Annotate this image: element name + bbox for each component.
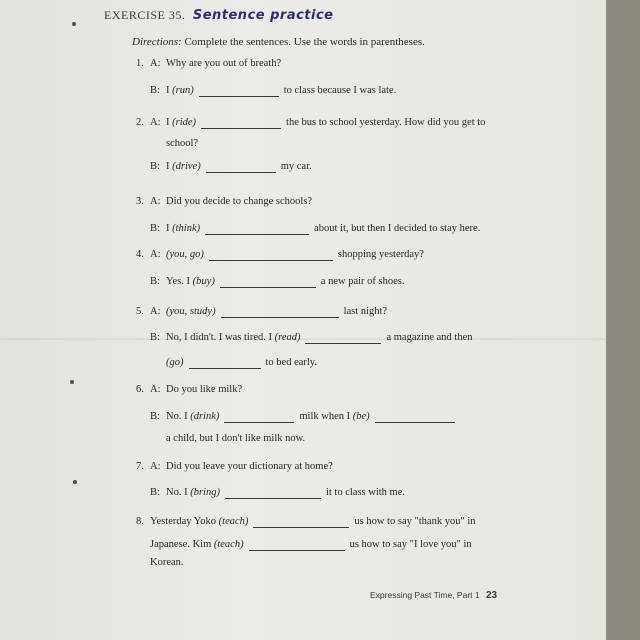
sentence-text: Korean. bbox=[150, 557, 184, 568]
item-3-a bbox=[136, 195, 312, 208]
speaker-label: B: bbox=[150, 276, 160, 287]
sentence-continuation: a child, but I don't like milk now. bbox=[166, 433, 306, 444]
prompt-text: Did you decide to change schools? bbox=[166, 196, 313, 207]
item-number: 7. bbox=[136, 461, 144, 472]
page-footer bbox=[370, 590, 497, 601]
item-1-b bbox=[150, 84, 396, 97]
answer-blank-7[interactable] bbox=[225, 488, 321, 499]
punch-mark bbox=[70, 380, 74, 384]
item-6-b-cont bbox=[166, 432, 305, 445]
item-2-a bbox=[136, 116, 485, 129]
item-number: 1. bbox=[136, 58, 144, 69]
item-5-b-cont bbox=[166, 356, 317, 369]
item-number: 6. bbox=[136, 384, 144, 395]
item-number: 3. bbox=[136, 196, 144, 207]
item-2-a-cont bbox=[166, 137, 198, 150]
sentence-end: us how to say "thank you" in bbox=[354, 516, 476, 527]
chapter-title: Expressing Past Time, Part 1 bbox=[370, 590, 480, 600]
speaker-label: A: bbox=[150, 461, 161, 472]
exercise-number: EXERCISE 35. bbox=[104, 8, 186, 22]
speaker-label: A: bbox=[150, 249, 161, 260]
answer-blank-5a[interactable] bbox=[221, 307, 339, 318]
sentence-end: us how to say "I love you" in bbox=[349, 539, 472, 550]
answer-blank-4b[interactable] bbox=[220, 277, 316, 288]
verb-hint: (read) bbox=[274, 332, 301, 343]
sentence-start: I bbox=[166, 223, 170, 234]
verb-hint: (run) bbox=[172, 85, 194, 96]
sentence-start: Yesterday Yoko bbox=[150, 516, 217, 527]
verb-hint: (teach) bbox=[218, 516, 249, 527]
item-8-line-3 bbox=[150, 556, 184, 569]
answer-blank-8a[interactable] bbox=[253, 517, 349, 528]
answer-blank-5c[interactable] bbox=[189, 358, 261, 369]
sentence-end: the bus to school yesterday. How did you get to bbox=[286, 117, 486, 128]
speaker-label: B: bbox=[150, 487, 160, 498]
item-number: 8. bbox=[136, 516, 144, 527]
item-4-a bbox=[136, 248, 424, 261]
speaker-label: B: bbox=[150, 332, 160, 343]
item-7-a bbox=[136, 460, 333, 473]
item-number: 5. bbox=[136, 306, 144, 317]
answer-blank-2b[interactable] bbox=[206, 162, 276, 173]
answer-blank-5b[interactable] bbox=[305, 333, 381, 344]
verb-hint: (ride) bbox=[172, 117, 197, 128]
sentence-start: No. I bbox=[166, 487, 188, 498]
sentence-end: my car. bbox=[280, 161, 312, 172]
speaker-label: B: bbox=[150, 85, 160, 96]
item-4-b bbox=[150, 275, 405, 288]
speaker-label: A: bbox=[150, 117, 161, 128]
exercise-header bbox=[104, 8, 334, 23]
directions-label: Directions: bbox=[132, 36, 182, 48]
item-8-line-1 bbox=[136, 515, 476, 528]
sentence-end: last night? bbox=[343, 306, 388, 317]
speaker-label: A: bbox=[150, 196, 161, 207]
speaker-label: A: bbox=[150, 306, 161, 317]
verb-hint: (bring) bbox=[190, 487, 220, 498]
item-number: 2. bbox=[136, 117, 144, 128]
speaker-label: A: bbox=[150, 384, 161, 395]
item-1-a bbox=[136, 57, 281, 70]
sentence-continuation: school? bbox=[166, 138, 199, 149]
sentence-end: it to class with me. bbox=[325, 487, 406, 498]
sentence-start: I bbox=[166, 161, 170, 172]
answer-blank-6a[interactable] bbox=[224, 412, 294, 423]
item-5-b bbox=[150, 331, 472, 344]
answer-blank-8b[interactable] bbox=[249, 540, 345, 551]
item-2-b bbox=[150, 160, 312, 173]
speaker-label: B: bbox=[150, 223, 160, 234]
sentence-start: I bbox=[166, 117, 170, 128]
item-6-a bbox=[136, 383, 242, 396]
item-8-line-2 bbox=[150, 538, 472, 551]
item-7-b bbox=[150, 486, 405, 499]
answer-blank-4a[interactable] bbox=[209, 250, 333, 261]
sentence-end: to bed early. bbox=[265, 357, 318, 368]
sentence-end: to class because I was late. bbox=[283, 85, 397, 96]
verb-hint: (think) bbox=[172, 223, 201, 234]
sentence-start: No, I didn't. I was tired. I bbox=[166, 332, 272, 343]
sentence-start: I bbox=[166, 85, 170, 96]
punch-mark bbox=[72, 22, 76, 26]
sentence-start: Japanese. Kim bbox=[150, 539, 212, 550]
speaker-label: B: bbox=[150, 161, 160, 172]
prompt-text: Why are you out of breath? bbox=[166, 58, 282, 69]
sentence-end: about it, but then I decided to stay here. bbox=[314, 223, 481, 234]
sentence-middle: milk when I bbox=[299, 411, 351, 422]
answer-blank-2a[interactable] bbox=[201, 118, 281, 129]
sentence-start: No. I bbox=[166, 411, 188, 422]
speaker-label: B: bbox=[150, 411, 160, 422]
item-3-b bbox=[150, 222, 480, 235]
item-5-a bbox=[136, 305, 387, 318]
prompt-text: Did you leave your dictionary at home? bbox=[166, 461, 333, 472]
verb-hint: (drink) bbox=[190, 411, 220, 422]
verb-hint: (you, go) bbox=[166, 249, 204, 260]
directions-text: Complete the sentences. Use the words in parentheses. bbox=[184, 36, 425, 48]
directions bbox=[132, 36, 425, 48]
item-6-b bbox=[150, 410, 460, 423]
answer-blank-6b[interactable] bbox=[375, 412, 455, 423]
speaker-label: A: bbox=[150, 58, 161, 69]
sentence-start: Yes. I bbox=[166, 276, 191, 287]
punch-mark bbox=[73, 480, 77, 484]
prompt-text: Do you like milk? bbox=[166, 384, 243, 395]
verb-hint: (go) bbox=[166, 357, 184, 368]
verb-hint: (teach) bbox=[213, 539, 244, 550]
answer-blank-1[interactable] bbox=[199, 86, 279, 97]
sentence-end: a magazine and then bbox=[386, 332, 473, 343]
handwritten-title: Sentence practice bbox=[192, 8, 334, 23]
sentence-end: a new pair of shoes. bbox=[320, 276, 405, 287]
verb-hint: (be) bbox=[352, 411, 370, 422]
page-number: 23 bbox=[485, 590, 498, 601]
answer-blank-3[interactable] bbox=[205, 224, 309, 235]
sentence-end: shopping yesterday? bbox=[337, 249, 424, 260]
verb-hint: (you, study) bbox=[166, 306, 216, 317]
item-number: 4. bbox=[136, 249, 144, 260]
verb-hint: (drive) bbox=[172, 161, 201, 172]
verb-hint: (buy) bbox=[192, 276, 215, 287]
